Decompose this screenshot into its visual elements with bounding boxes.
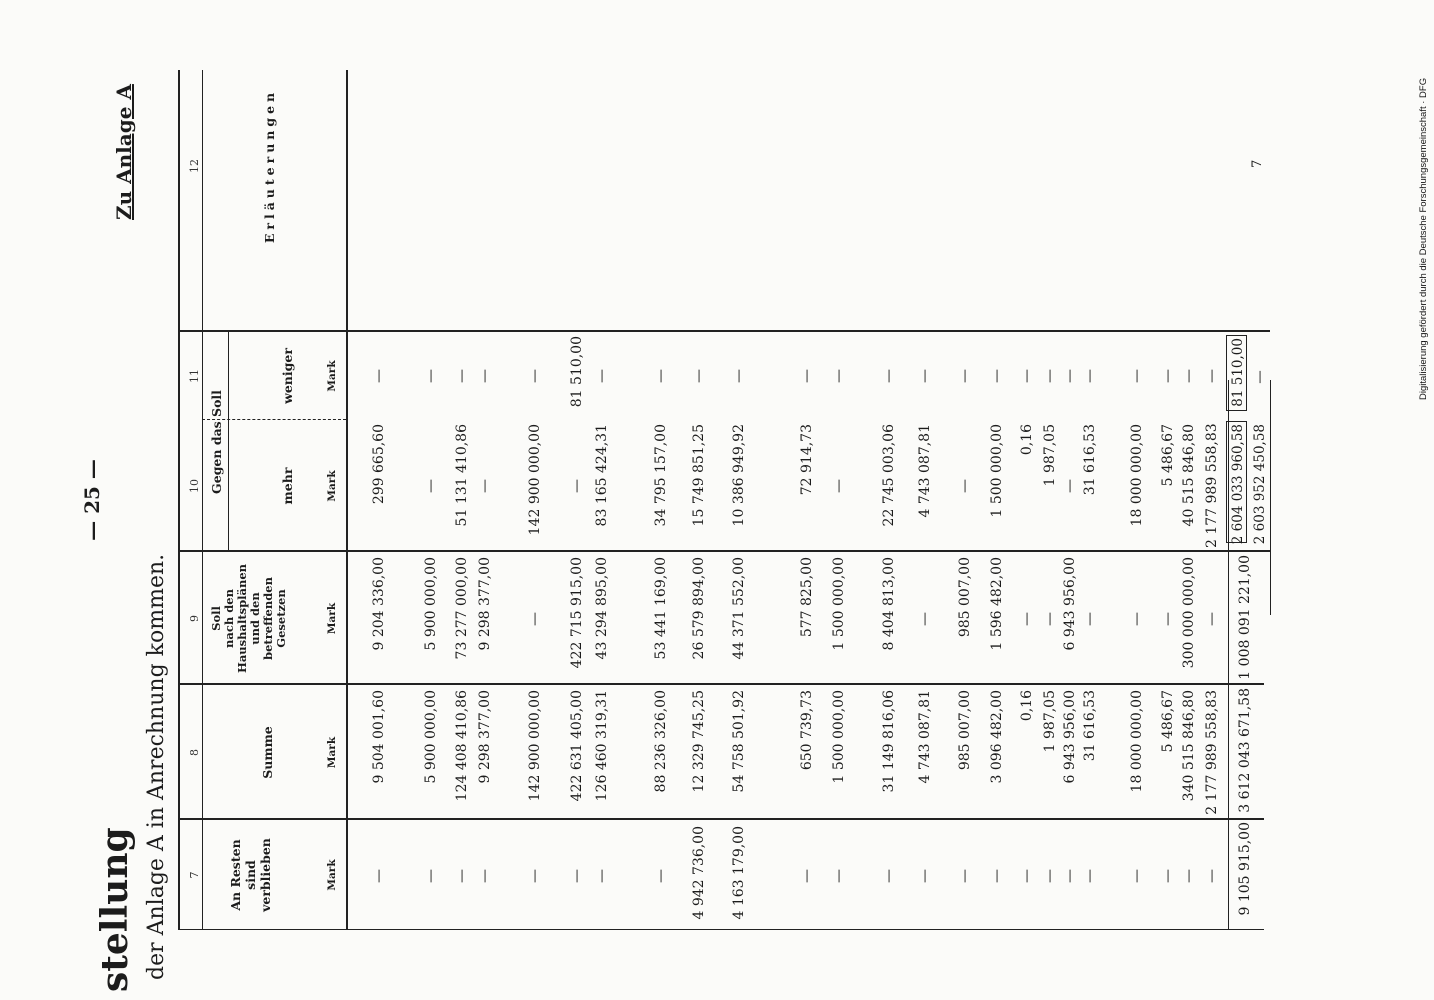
table-cell-col11: — [799,369,815,383]
table-cell-col7: — [454,869,470,883]
table-cell-col11: — [1181,369,1197,383]
unit-col11: Mark [326,360,338,392]
table-cell-col8: 54 758 501,92 [731,690,747,793]
table-cell-col11: — [881,369,897,383]
total-col9: 1 008 091 221,00 [1237,555,1253,680]
table-cell-col7: — [799,869,815,883]
table-cell-col8: 6 943 956,00 [1062,690,1078,784]
table-cell-col7: — [881,869,897,883]
column-mehr [0,424,1434,548]
page-heading: stellung [94,827,136,992]
table-cell-col8: 5 900 000,00 [423,690,439,784]
table-cell-col11: — [1042,369,1058,383]
table-cell-col10: — [423,479,439,493]
table-cell-col11: — [1062,369,1078,383]
header-col9: Soll nach den Haushaltsplänen und den betreffenden Gesetzen [209,563,288,674]
page-number: — 25 — [80,459,104,541]
table-cell-col7: — [423,869,439,883]
table-cell-col9: — [1160,612,1176,626]
table-cell-col9: 8 404 813,00 [881,557,897,651]
table-cell-col8: 5 486,67 [1160,690,1176,753]
table-cell-col9: 300 000 000,00 [1181,557,1197,669]
table-cell-col10: 2 177 989 558,83 [1204,423,1220,548]
table-cell-col8: 0,16 [1019,690,1035,722]
table-cell-col7: — [653,869,669,883]
unit-col8: Mark [326,736,338,769]
colnum-11: 11 [188,369,201,383]
table-cell-col8: 126 460 319,31 [594,690,610,802]
total-col8: 3 612 043 671,58 [1237,688,1253,813]
page-subheading: der Anlage A in Anrechnung kommen. [144,553,169,980]
table-cell-col8: 12 329 745,25 [691,690,707,793]
table-cell-col8: 650 739,73 [799,690,815,771]
table-cell-col8: 142 900 000,00 [527,690,543,802]
table-cell-col9: 422 715 915,00 [569,557,585,669]
unit-col7: Mark [326,859,338,891]
table-cell-col9: 9 298 377,00 [477,557,493,651]
table-cell-col8: 985 007,00 [957,690,973,771]
table-cell-col7: — [1062,869,1078,883]
table-cell-col10: 10 386 949,92 [731,424,747,527]
table-cell-col7: — [1160,869,1176,883]
header-col12: Erläuterungen [262,88,277,244]
table-cell-col8: 3 096 482,00 [989,690,1005,784]
colnum-8: 8 [188,749,201,756]
rule-col7-left [178,929,1264,930]
table-cell-col11: — [653,369,669,383]
table-cell-col9: — [1082,612,1098,626]
anlage-reference: Zu Anlage A [112,84,136,220]
table-cell-col10: — [477,479,493,493]
table-cell-col10: — [957,479,973,493]
table-cell-col10: 72 914,73 [799,424,815,496]
table-cell-col7: — [1129,869,1145,883]
table-cell-col8: 9 298 377,00 [477,690,493,784]
table-cell-col9: 985 007,00 [957,557,973,638]
colnum-9: 9 [188,615,201,622]
header-gegen-soll: Gegen das Soll [209,390,224,494]
table-cell-col9: — [1129,612,1145,626]
table-cell-col8: 18 000 000,00 [1129,690,1145,793]
rule-col7-col8 [178,818,1264,820]
table-cell-col7: — [1181,869,1197,883]
table-cell-col9: — [917,612,933,626]
net-col10: 2 603 952 450,58 [1252,424,1268,545]
table-cell-col8: 88 236 326,00 [653,690,669,793]
colnum-10: 10 [188,479,201,493]
table-cell-col11: — [831,369,847,383]
table-cell-col10: 5 486,67 [1160,424,1176,487]
table-cell-col8: 4 743 087,81 [917,690,933,784]
table-cell-col7: — [477,869,493,883]
table-cell-col11: — [1082,369,1098,383]
sum-col10: 2 604 033 960,58 [1230,424,1246,545]
total-col7: 9 105 915,00 [1237,822,1253,916]
table-cell-col11: — [423,369,439,383]
table-cell-col9: 26 579 894,00 [691,557,707,660]
table-cell-col10: 34 795 157,00 [653,424,669,527]
table-cell-col11: — [594,369,610,383]
table-cell-col11: — [1019,369,1035,383]
column-soll [0,557,1434,681]
table-cell-col10: — [831,479,847,493]
table-cell-col11: — [371,369,387,383]
column-weniger [0,336,1434,416]
header-col8: Summe [260,726,275,779]
table-cell-col9: 1 596 482,00 [989,557,1005,651]
table-cell-col11: — [1160,369,1176,383]
table-cell-col7: — [1042,869,1058,883]
unit-col9: Mark [326,602,338,635]
table-cell-col10: 18 000 000,00 [1129,424,1145,527]
table-cell-col10: 51 131 410,86 [454,424,470,527]
table-cell-col7: — [1082,869,1098,883]
table-cell-col11: — [917,369,933,383]
table-cell-col7: — [569,869,585,883]
table-cell-col8: 422 631 405,00 [569,690,585,802]
table-cell-col7: — [1204,869,1220,883]
table-cell-col8: 31 616,53 [1082,690,1098,762]
table-cell-col8: 9 504 001,60 [371,690,387,784]
table-cell-col10: 40 515 846,80 [1181,424,1197,527]
header-col11: weniger [280,348,295,404]
table-cell-col9: 6 943 956,00 [1062,557,1078,651]
table-cell-col7: — [1019,869,1035,883]
table-cell-col9: 53 441 169,00 [653,557,669,660]
table-cell-col10: 299 665,60 [371,424,387,505]
table-cell-col10: 31 616,53 [1082,424,1098,496]
rule-col11-col12 [178,330,1270,332]
table-cell-col9: — [1019,612,1035,626]
table-cell-col9: 1 500 000,00 [831,557,847,651]
table-cell-col7: — [957,869,973,883]
table-cell-col10: — [1062,479,1078,493]
table-cell-col9: 44 371 552,00 [731,557,747,660]
table-cell-col11: — [1204,369,1220,383]
table-cell-col10: 142 900 000,00 [527,424,543,536]
colnum-12: 12 [188,159,201,173]
table-cell-col7: — [527,869,543,883]
table-cell-col10: — [569,479,585,493]
table-cell-col9: — [1042,612,1058,626]
table-cell-col9: 43 294 895,00 [594,557,610,660]
table-cell-col9: — [1204,612,1220,626]
table-cell-col7: 4 163 179,00 [731,826,747,920]
table-cell-col7: — [371,869,387,883]
table-cell-col7: — [831,869,847,883]
table-cell-col11: — [731,369,747,383]
header-col7: An Resten sind verblieben [228,838,273,912]
table-cell-col8: 31 149 816,06 [881,690,897,793]
table-cell-col11: — [989,369,1005,383]
table-cell-col9: 73 277 000,00 [454,557,470,660]
table-cell-col7: 4 942 736,00 [691,826,707,920]
net-col11: — [1252,370,1268,384]
table-cell-col10: 1 500 000,00 [989,424,1005,518]
table-cell-col11: — [957,369,973,383]
table-cell-col9: 9 204 336,00 [371,557,387,651]
table-cell-col8: 124 408 410,86 [454,690,470,802]
table-cell-col10: 1 987,05 [1042,424,1058,487]
rule-col8-col9 [178,683,1264,685]
digitization-credit: Digitalisierung gefördert durch die Deutsche Forschungsgemeinschaft · DFG [1418,77,1429,400]
table-cell-col9: — [527,612,543,626]
column-an-resten [0,826,1434,926]
table-cell-col11: — [527,369,543,383]
table-cell-col9: 5 900 000,00 [423,557,439,651]
table-cell-col11: 81 510,00 [569,336,585,408]
unit-col10: Mark [326,470,338,502]
table-cell-col10: 0,16 [1019,424,1035,456]
side-number: 7 [1250,159,1265,168]
table-cell-col10: 4 743 087,81 [917,424,933,518]
column-summe [0,690,1434,816]
table-cell-col10: 15 749 851,25 [691,424,707,527]
colnum-7: 7 [188,871,201,879]
table-cell-col11: — [691,369,707,383]
table-cell-col9: 577 825,00 [799,557,815,638]
table-cell-col11: — [454,369,470,383]
table-cell-col7: — [917,869,933,883]
sum-col11: 81 510,00 [1230,338,1246,407]
table-cell-col8: 1 500 000,00 [831,690,847,784]
table-cell-col8: 340 515 846,80 [1181,690,1197,802]
header-col10: mehr [280,467,295,505]
table-cell-col7: — [594,869,610,883]
table-cell-col7: — [989,869,1005,883]
table-cell-col10: 22 745 003,06 [881,424,897,527]
rule-col9-col10 [178,550,1270,552]
table-cell-col8: 2 177 989 558,83 [1204,690,1220,815]
table-cell-col10: 83 165 424,31 [594,424,610,527]
table-cell-col11: — [1129,369,1145,383]
table-cell-col8: 1 987,05 [1042,690,1058,753]
table-cell-col11: — [477,369,493,383]
